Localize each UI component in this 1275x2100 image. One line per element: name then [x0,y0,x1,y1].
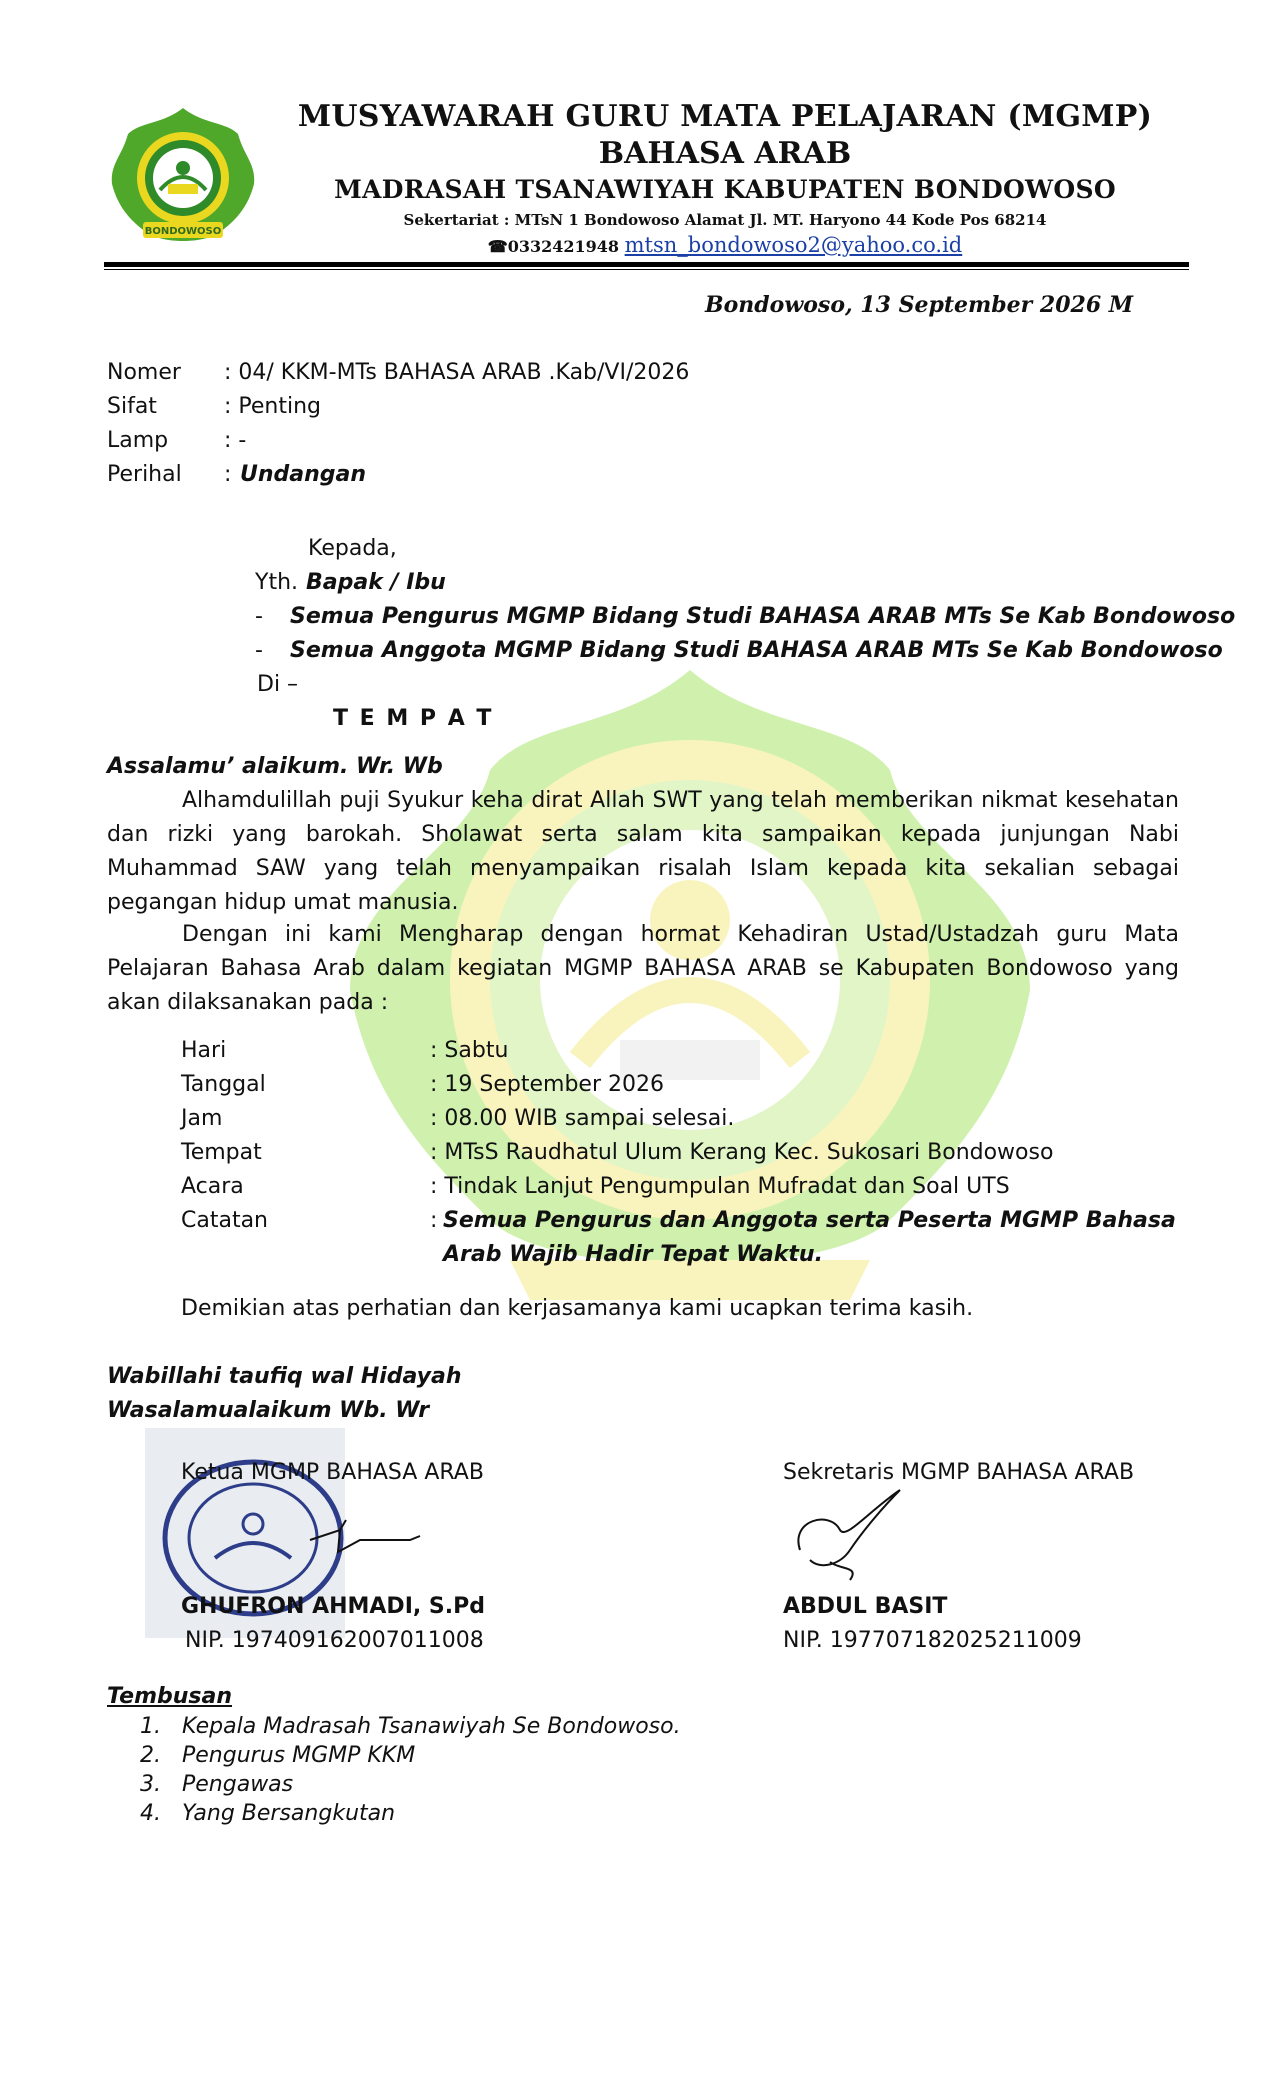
tempat-label: T E M P A T [333,706,494,731]
meta-key-lamp: Lamp [107,428,169,453]
meta-value-perihal: Undangan [240,462,367,487]
yth-value: Bapak / Ibu [306,570,446,595]
meta-key-sifat: Sifat [107,394,157,419]
detail-colon: : [430,1208,438,1233]
list-item [140,1712,681,1741]
paragraph-2-text: Dengan ini kami Mengharap dengan hormat Kehadiran Ustad/Ustadzah guru Mata Pelajaran Bahasa Arab dalam kegiatan MGMP BAHASA ARAB se Kabupaten Bondowoso yang akan dilaksanakan pada : [107,922,1179,1015]
detail-value: : Sabtu [430,1038,509,1063]
yth-label: Yth. [255,570,299,595]
header-line2: BAHASA ARAB [598,136,852,171]
list-number: 3. [140,1772,161,1797]
paragraph-2 [107,918,1179,1020]
header-rule-thick [104,262,1189,267]
detail-value: : 08.00 WIB sampai selesai. [430,1106,735,1131]
mgmp-emblem-icon [108,104,258,254]
detail-key: Hari [181,1038,227,1063]
salam-1: Wabillahi taufiq wal Hidayah [107,1364,462,1389]
meta-value-lamp: : - [224,428,247,453]
meta-key-perihal: Perihal [107,462,182,487]
signature-right-icon [780,1480,920,1590]
letter-date: Bondowoso, 13 September 2026 M [705,292,1134,318]
list-text: Yang Bersangkutan [182,1801,396,1826]
tembusan-list [140,1712,681,1828]
header-line3: MADRASAH TSANAWIYAH KABUPATEN BONDOWOSO [334,175,1116,204]
sign-left-title: Ketua MGMP BAHASA ARAB [181,1460,484,1485]
catatan-line2: Arab Wajib Hadir Tepat Waktu. [443,1242,823,1267]
paragraph-1 [107,784,1179,920]
logo-caption: BONDOWOSO [144,226,222,237]
list-text: Kepala Madrasah Tsanawiyah Se Bondowoso. [182,1714,681,1739]
recipient-item: Semua Pengurus MGMP Bidang Studi BAHASA ARAB MTs Se Kab Bondowoso [290,604,1236,629]
list-text: Pengurus MGMP KKM [182,1743,416,1768]
meta-colon-perihal: : [224,462,232,487]
recipient-dash: - [255,604,263,629]
detail-key: Tanggal [181,1072,266,1097]
recipient-item: Semua Anggota MGMP Bidang Studi BAHASA ARAB MTs Se Kab Bondowoso [290,638,1223,663]
detail-key: Jam [181,1106,223,1131]
header-contact [260,232,1190,260]
meta-value-sifat: : Penting [224,394,322,419]
closing: Demikian atas perhatian dan kerjasamanya kami ucapkan terima kasih. [181,1296,974,1321]
meta-key-nomer: Nomer [107,360,181,385]
sign-right-title: Sekretaris MGMP BAHASA ARAB [783,1460,1135,1485]
greeting: Assalamu’ alaikum. Wr. Wb [107,754,443,779]
detail-value: : 19 September 2026 [430,1072,664,1097]
sign-left-name: GHUFRON AHMADI, S.Pd [181,1594,485,1619]
list-number: 1. [140,1714,161,1739]
header-phone: ☎0332421948 [487,237,620,256]
kepada: Kepada, [308,536,397,561]
list-number: 2. [140,1743,161,1768]
header-line1: MUSYAWARAH GURU MATA PELAJARAN (MGMP) [297,99,1153,134]
detail-key: Acara [181,1174,244,1199]
list-text: Pengawas [182,1772,294,1797]
header-rule-thin [104,269,1189,270]
header-email-link[interactable]: mtsn_bondowoso2@yahoo.co.id [624,233,963,257]
meta-value-nomer: : 04/ KKM-MTs BAHASA ARAB .Kab/VI/2026 [224,360,690,385]
detail-key: Tempat [181,1140,262,1165]
list-number: 4. [140,1801,161,1826]
catatan-line1: Semua Pengurus dan Anggota serta Peserta MGMP Bahasa [443,1208,1176,1233]
detail-key: Catatan [181,1208,269,1233]
signature-left-icon [300,1510,430,1570]
list-item [140,1799,681,1828]
detail-value: : MTsS Raudhatul Ulum Kerang Kec. Sukosari Bondowoso [430,1140,1054,1165]
list-item [140,1741,681,1770]
tembusan-title: Tembusan [107,1684,233,1709]
detail-value: : Tindak Lanjut Pengumpulan Mufradat dan Soal UTS [430,1174,1010,1199]
list-item [140,1770,681,1799]
di-label: Di – [257,672,299,697]
header-address: Sekertariat : MTsN 1 Bondowoso Alamat Jl. MT. Haryono 44 Kode Pos 68214 [403,211,1047,229]
paragraph-1-text: Alhamdulillah puji Syukur keha dirat Allah SWT yang telah memberikan nikmat kesehatan dan rizki yang barokah. Sholawat serta salam kita sampaikan kepada junjungan Nabi Muhammad SAW yang telah menyampaikan risalah Islam kepada kita sekalian sebagai pegangan hidup umat manusia. [107,788,1179,915]
letterhead [260,98,1190,260]
sign-right-nip: NIP. 197707182025211009 [783,1628,1082,1653]
sign-left-nip: NIP. 197409162007011008 [185,1628,484,1653]
sign-right-name: ABDUL BASIT [783,1594,948,1619]
recipient-dash: - [255,638,263,663]
salam-2: Wasalamualaikum Wb. Wr [107,1398,430,1423]
